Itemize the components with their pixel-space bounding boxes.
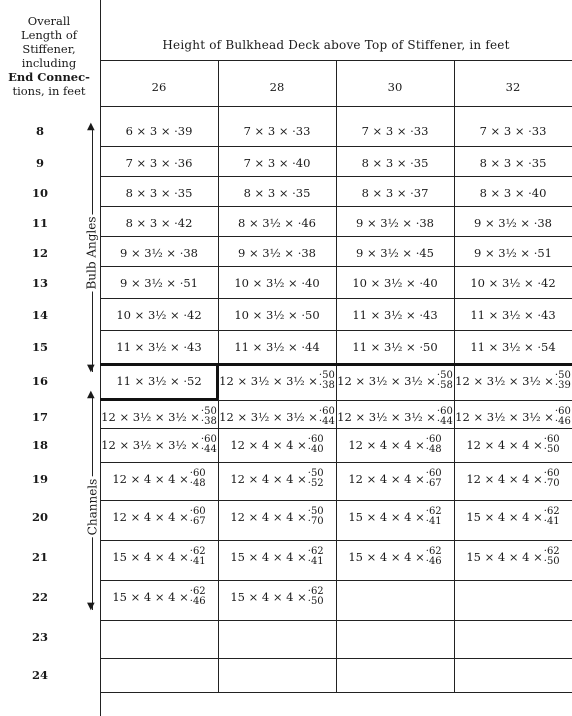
cell-size: 12 × 4 × 4 × (466, 472, 543, 486)
row-label: 19 (31, 472, 48, 486)
column-header-26: 26 (151, 80, 167, 94)
cell-size: 11 × 3½ × ·43 (470, 308, 556, 322)
cell-size: 12 × 4 × 4 × (230, 510, 307, 524)
cell-size: 7 × 3 × ·33 (479, 124, 547, 138)
row-label: 10 (31, 186, 48, 200)
cell-thickness-stack (544, 469, 560, 489)
table-cell (336, 462, 454, 496)
cell-size: 8 × 3 × ·35 (361, 156, 429, 170)
table-cell (100, 206, 218, 240)
span-header: Height of Bulkhead Deck above Top of Stiffener, in feet (162, 38, 510, 52)
cell-thickness-top: ·62 (307, 586, 324, 597)
cell-thickness-bottom: ·38 (200, 416, 217, 427)
table-cell (218, 146, 336, 180)
cell-thickness-stack (437, 407, 453, 427)
cell-thickness-top: ·60 (307, 434, 324, 445)
cell-thickness-stack (437, 371, 453, 391)
cell-size: 8 × 3 × ·35 (479, 156, 547, 170)
table-cell (218, 364, 336, 398)
cell-size: 12 × 4 × 4 × (230, 472, 307, 486)
row-label: 18 (31, 438, 48, 452)
left-header-line: Overall (27, 14, 71, 28)
table-cell (336, 266, 454, 300)
cell-thickness-top: ·62 (189, 546, 206, 557)
cell-thickness-stack (426, 435, 442, 455)
cell-thickness-top: ·60 (318, 406, 335, 417)
cell-size: 10 × 3½ × ·50 (234, 308, 320, 322)
arrow-down-icon: ▼ (87, 601, 95, 612)
cell-size: 12 × 3½ × 3½ × (219, 374, 318, 388)
cell-thickness-top: ·50 (318, 370, 335, 381)
row-label: 11 (31, 216, 48, 230)
table-cell (454, 500, 572, 534)
table-cell (336, 658, 454, 692)
cell-size: 12 × 4 × 4 × (112, 510, 189, 524)
arrow-up-icon: ▲ (87, 121, 95, 132)
table-cell (100, 462, 218, 496)
cell-thickness-bottom: ·58 (436, 380, 453, 391)
table-cell (336, 146, 454, 180)
row-label: 13 (31, 276, 48, 290)
cell-size: 15 × 4 × 4 × (112, 590, 189, 604)
cell-size: 15 × 4 × 4 × (348, 510, 425, 524)
table-cell (454, 176, 572, 210)
cell-thickness-bottom: ·41 (425, 516, 442, 527)
table-cell (454, 114, 572, 148)
table-cell (218, 580, 336, 614)
table-cell (454, 462, 572, 496)
left-header-line: Length of (20, 28, 78, 42)
cell-thickness-top: ·62 (189, 586, 206, 597)
cell-thickness-top: ·50 (554, 370, 571, 381)
cell-thickness-top: ·62 (543, 546, 560, 557)
cell-thickness-stack (426, 507, 442, 527)
cell-thickness-bottom: ·39 (554, 380, 571, 391)
cell-size: 9 × 3½ × ·38 (120, 246, 198, 260)
row-label: 9 (35, 156, 44, 170)
cell-thickness-top: ·60 (543, 468, 560, 479)
table-cell (336, 364, 454, 398)
cell-size: 8 × 3 × ·35 (125, 186, 193, 200)
cell-size: 11 × 3½ × ·43 (116, 340, 202, 354)
cell-size: 15 × 4 × 4 × (466, 550, 543, 564)
table-cell (218, 620, 336, 654)
cell-size: 11 × 3½ × ·52 (116, 374, 202, 388)
table-cell (218, 540, 336, 574)
cell-thickness-bottom: ·41 (307, 556, 324, 567)
cell-size: 9 × 3½ × ·38 (238, 246, 316, 260)
table-cell (454, 658, 572, 692)
cell-thickness-top: ·50 (200, 406, 217, 417)
cell-thickness-bottom: ·44 (318, 416, 335, 427)
table-cell (218, 462, 336, 496)
cell-size: 11 × 3½ × ·50 (352, 340, 438, 354)
cell-size: 9 × 3½ × ·38 (474, 216, 552, 230)
table-cell (218, 266, 336, 300)
table-cell (454, 620, 572, 654)
left-header-line: End Connec- (8, 70, 90, 84)
table-cell (454, 540, 572, 574)
table-cell (218, 206, 336, 240)
column-header-28: 28 (269, 80, 285, 94)
cell-thickness-top: ·62 (543, 506, 560, 517)
cell-size: 15 × 4 × 4 × (112, 550, 189, 564)
table-cell (100, 658, 218, 692)
cell-thickness-bottom: ·48 (189, 478, 206, 489)
table-cell (100, 114, 218, 148)
cell-thickness-stack (190, 469, 206, 489)
column-header-32: 32 (505, 80, 521, 94)
cell-thickness-bottom: ·67 (189, 516, 206, 527)
cell-thickness-bottom: ·41 (543, 516, 560, 527)
row-label: 21 (31, 550, 48, 564)
cell-thickness-bottom: ·67 (425, 478, 442, 489)
table-cell (336, 176, 454, 210)
cell-thickness-bottom: ·38 (318, 380, 335, 391)
cell-thickness-top: ·62 (425, 506, 442, 517)
table-cell (454, 428, 572, 462)
cell-size: 8 × 3 × ·42 (125, 216, 193, 230)
cell-thickness-stack (319, 407, 335, 427)
cell-size: 8 × 3½ × ·46 (238, 216, 316, 230)
cell-thickness-top: ·50 (436, 370, 453, 381)
cell-thickness-bottom: ·52 (307, 478, 324, 489)
cell-thickness-top: ·62 (307, 546, 324, 557)
cell-thickness-top: ·60 (189, 506, 206, 517)
cell-thickness-top: ·60 (200, 434, 217, 445)
cell-size: 15 × 4 × 4 × (466, 510, 543, 524)
cell-size: 15 × 4 × 4 × (230, 550, 307, 564)
cell-thickness-bottom: ·44 (200, 444, 217, 455)
cell-size: 11 × 3½ × ·43 (352, 308, 438, 322)
cell-thickness-bottom: ·46 (189, 596, 206, 607)
channels-label: Channels (85, 478, 99, 536)
table-cell (336, 206, 454, 240)
row-label: 12 (31, 246, 48, 260)
table-cell (100, 580, 218, 614)
cell-thickness-stack (426, 547, 442, 567)
table-cell (454, 266, 572, 300)
cell-thickness-top: ·60 (543, 434, 560, 445)
cell-size: 12 × 4 × 4 × (348, 472, 425, 486)
cell-thickness-top: ·60 (425, 468, 442, 479)
cell-thickness-stack (308, 587, 324, 607)
table-cell (218, 114, 336, 148)
table-cell (336, 540, 454, 574)
cell-thickness-top: ·50 (307, 468, 324, 479)
cell-size: 12 × 3½ × 3½ × (337, 410, 436, 424)
table-cell (100, 540, 218, 574)
table-cell (454, 236, 572, 270)
row-label: 16 (31, 374, 48, 388)
row-label: 14 (31, 308, 48, 322)
cell-thickness-top: ·60 (189, 468, 206, 479)
table-cell (100, 298, 218, 332)
cell-size: 7 × 3 × ·36 (125, 156, 193, 170)
cell-size: 10 × 3½ × ·42 (470, 276, 556, 290)
cell-thickness-stack (555, 407, 571, 427)
cell-thickness-stack (190, 507, 206, 527)
cell-thickness-stack (308, 547, 324, 567)
table-cell (100, 364, 218, 398)
cell-thickness-stack (544, 507, 560, 527)
cell-thickness-stack (190, 547, 206, 567)
cell-thickness-top: ·62 (425, 546, 442, 557)
cell-thickness-bottom: ·70 (307, 516, 324, 527)
cell-thickness-top: ·60 (554, 406, 571, 417)
cell-thickness-top: ·50 (307, 506, 324, 517)
cell-thickness-bottom: ·50 (543, 556, 560, 567)
table-cell (218, 330, 336, 364)
cell-thickness-top: ·60 (425, 434, 442, 445)
left-header-line: including (21, 56, 77, 70)
table-cell (218, 236, 336, 270)
row-label: 22 (31, 590, 48, 604)
table-cell (336, 580, 454, 614)
cell-size: 7 × 3 × ·40 (243, 156, 311, 170)
cell-thickness-stack (319, 371, 335, 391)
cell-size: 12 × 4 × 4 × (230, 438, 307, 452)
cell-size: 12 × 4 × 4 × (466, 438, 543, 452)
cell-thickness-stack (308, 507, 324, 527)
left-header-line: tions, in feet (12, 84, 86, 98)
table-cell (454, 146, 572, 180)
column-rule (454, 60, 455, 106)
row-label: 20 (31, 510, 48, 524)
cell-size: 8 × 3 × ·40 (479, 186, 547, 200)
cell-thickness-bottom: ·50 (307, 596, 324, 607)
cell-size: 9 × 3½ × ·38 (356, 216, 434, 230)
arrow-down-icon: ▼ (87, 363, 95, 374)
row-label: 23 (31, 630, 48, 644)
cell-size: 12 × 3½ × 3½ × (101, 410, 200, 424)
cell-size: 9 × 3½ × ·51 (474, 246, 552, 260)
cell-thickness-top: ·60 (436, 406, 453, 417)
table-cell (336, 330, 454, 364)
cell-thickness-stack (190, 587, 206, 607)
cell-thickness-bottom: ·46 (554, 416, 571, 427)
table-cell (100, 428, 218, 462)
table-cell (454, 298, 572, 332)
table-cell (218, 658, 336, 692)
cell-size: 12 × 4 × 4 × (348, 438, 425, 452)
cell-size: 7 × 3 × ·33 (243, 124, 311, 138)
cell-thickness-stack (308, 469, 324, 489)
cell-size: 8 × 3 × ·37 (361, 186, 429, 200)
table-cell (100, 620, 218, 654)
cell-size: 12 × 3½ × 3½ × (337, 374, 436, 388)
cell-thickness-bottom: ·41 (189, 556, 206, 567)
cell-size: 12 × 3½ × 3½ × (101, 438, 200, 452)
row-label: 8 (35, 124, 44, 138)
table-cell (454, 364, 572, 398)
cell-thickness-bottom: ·70 (543, 478, 560, 489)
cell-thickness-stack (544, 547, 560, 567)
left-header-line: Stiffener, (22, 42, 76, 56)
grid-rule (100, 692, 572, 693)
cell-size: 7 × 3 × ·33 (361, 124, 429, 138)
table-cell (218, 500, 336, 534)
table-cell (336, 620, 454, 654)
table-cell (336, 236, 454, 270)
cell-thickness-stack (201, 407, 217, 427)
cell-thickness-stack (426, 469, 442, 489)
left-header (0, 14, 98, 98)
table-cell (100, 176, 218, 210)
table-cell (336, 500, 454, 534)
cell-size: 11 × 3½ × ·54 (470, 340, 556, 354)
cell-size: 12 × 3½ × 3½ × (219, 410, 318, 424)
cell-thickness-stack (555, 371, 571, 391)
column-header-30: 30 (387, 80, 403, 94)
table-cell (100, 330, 218, 364)
cell-size: 12 × 3½ × 3½ × (455, 410, 554, 424)
row-label: 17 (31, 410, 48, 424)
column-rule (336, 60, 337, 106)
table-cell (454, 330, 572, 364)
cell-size: 6 × 3 × ·39 (125, 124, 193, 138)
cell-size: 12 × 3½ × 3½ × (455, 374, 554, 388)
cell-size: 10 × 3½ × ·40 (234, 276, 320, 290)
table-cell (336, 298, 454, 332)
cell-size: 15 × 4 × 4 × (230, 590, 307, 604)
row-label: 15 (31, 340, 48, 354)
cell-thickness-bottom: ·48 (425, 444, 442, 455)
table-cell (454, 580, 572, 614)
arrow-up-icon: ▲ (87, 389, 95, 400)
cell-size: 8 × 3 × ·35 (243, 186, 311, 200)
cell-size: 12 × 4 × 4 × (112, 472, 189, 486)
cell-thickness-stack (308, 435, 324, 455)
cell-thickness-bottom: ·50 (543, 444, 560, 455)
cell-size: 9 × 3½ × ·51 (120, 276, 198, 290)
table-cell (336, 114, 454, 148)
cell-thickness-bottom: ·46 (425, 556, 442, 567)
table-cell (218, 176, 336, 210)
cell-thickness-bottom: ·40 (307, 444, 324, 455)
row-label: 24 (31, 668, 48, 682)
cell-size: 15 × 4 × 4 × (348, 550, 425, 564)
table-cell (218, 428, 336, 462)
cell-size: 11 × 3½ × ·44 (234, 340, 320, 354)
cell-thickness-bottom: ·44 (436, 416, 453, 427)
cell-size: 10 × 3½ × ·40 (352, 276, 438, 290)
table-cell (100, 266, 218, 300)
cell-size: 9 × 3½ × ·45 (356, 246, 434, 260)
table-cell (336, 428, 454, 462)
cell-thickness-stack (544, 435, 560, 455)
table-cell (218, 298, 336, 332)
table-cell (454, 206, 572, 240)
table-cell (100, 146, 218, 180)
cell-thickness-stack (201, 435, 217, 455)
cell-size: 10 × 3½ × ·42 (116, 308, 202, 322)
bulb-angles-label: Bulb Angles (85, 216, 99, 290)
column-rule (218, 60, 219, 106)
